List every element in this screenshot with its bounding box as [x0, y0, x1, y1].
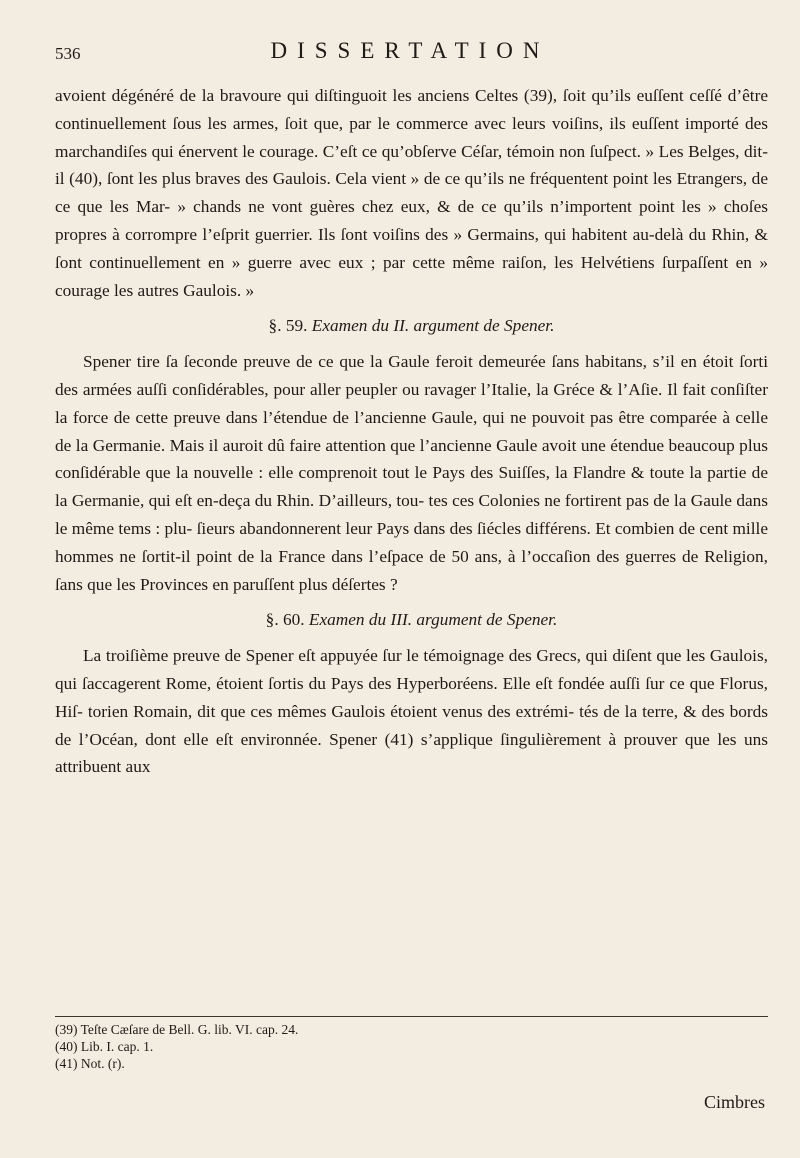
footnotes: [55, 1016, 768, 1072]
section-59-heading: [55, 312, 768, 340]
catchword: Cimbres: [704, 1092, 765, 1112]
paragraph-2: Spener tire ſa ſeconde preuve de ce que la Gaule feroit demeurée ſans habitans, s’il en étoit ſorti des armées auſſi conſidérables, pour aller peupler ou ravager l’Italie, la Gréce & l’Aſie. Il fait conſiſter la force de cette preuve dans l’étendue de l’ancienne Gaule, qui ne pouvoit pas être comparée à celle de la Germanie. Mais il auroit dû faire attention que l’ancienne Gaule avoit une étendue beaucoup plus conſidérable que la nouvelle : elle comprenoit tout le Pays des Suiſſes, la Flandre & toute la partie de la Germanie, qui eſt en-deça du Rhin. D’ailleurs, tou- tes ces Colonies ne fortirent pas de la Gaule dans le même tems : plu- ſieurs abandonnerent leur Pays dans des ſiécles différens. Et combien de cent mille hommes ne ſortit-il point de la France dans l’eſpace de 50 ans, à l’occaſion des guerres de Religion, ſans que les Provinces en paruſſent plus déſertes ?: [55, 352, 768, 594]
section-59-title: Examen du II. argument de Spener.: [311, 316, 555, 336]
main-text: [55, 82, 768, 781]
running-head: [55, 38, 765, 68]
running-title: DISSERTATION: [270, 38, 550, 63]
paragraph-1: avoient dégénéré de la bravoure qui diſtinguoit les anciens Celtes (39), ſoit qu’ils euſſent ceſſé d’être continuellement ſous les armes, ſoit que, par le commerce avec leurs voiſins, ils euſſent importé des marchandiſes qui énervent le courage. C’eſt ce qu’obſerve Céſar, témoin non ſuſpect. » Les Belges, dit-il (40), ſont les plus braves des Gaulois. Cela vient » de ce qu’ils ne fréquentent point les Etrangers, de ce que les Mar- » chands ne vont guères chez eux, & de ce qu’ils n’importent point les » choſes propres à corrompre l’eſprit guerrier. Ils ſont voiſins des » Germains, qui habitent au-delà du Rhin, & ſont continuellement en » guerre avec eux ; par cette même raiſon, les Helvétiens ſurpaſſent en » courage les autres Gaulois. »: [55, 86, 768, 300]
section-60-number: §. 60.: [265, 610, 305, 630]
footnote-41: (41) Not. (r).: [55, 1056, 125, 1071]
footnote-39: (39) Teſte Cæſare de Bell. G. lib. VI. cap. 24.: [55, 1022, 299, 1037]
page-number: 536: [55, 44, 81, 63]
section-59-number: §. 59.: [268, 316, 308, 336]
section-60-heading: [55, 606, 768, 634]
footnote-40: (40) Lib. I. cap. 1.: [55, 1039, 154, 1054]
paragraph-3: La troiſième preuve de Spener eſt appuyée ſur le témoignage des Grecs, qui diſent que les Gaulois, qui ſaccagerent Rome, étoient ſortis du Pays des Hyperboréens. Elle eſt fondée auſſi ſur ce que Florus, Hiſ- torien Romain, dit que ces mêmes Gaulois étoient venus des extrémi- tés de la terre, & des bords de l’Océan, dont elle eſt environnée. Spener (41) s’applique ſingulièrement à prouver que les uns attribuent aux: [55, 646, 768, 777]
section-60-title: Examen du III. argument de Spener.: [308, 610, 558, 630]
